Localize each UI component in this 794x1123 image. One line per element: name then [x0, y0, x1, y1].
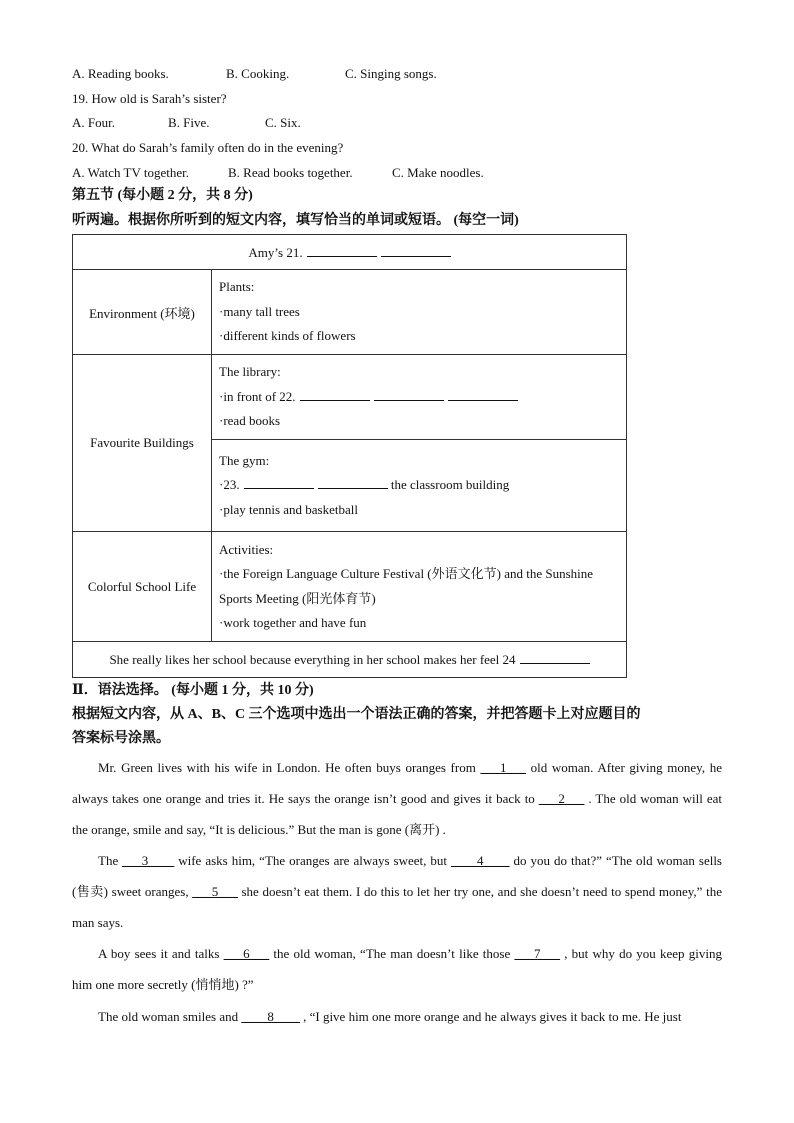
life-line: ·work together and have fun [219, 615, 367, 630]
q19-option-b: B. Five. [168, 115, 210, 130]
gym-line-text: the classroom building [390, 477, 510, 493]
passage-text: , “I give him one more orange and he always gives it back to me. He just [303, 1009, 682, 1024]
blank-21b [381, 244, 451, 257]
table-footer-cell [73, 642, 627, 678]
table-header-text: Amy’s 21. [248, 244, 303, 260]
passage-text: the old woman, “The man doesn’t like those [273, 946, 511, 961]
blank-22a [300, 388, 370, 401]
gym-line [219, 473, 626, 498]
q19-question: 19. How old is Sarah’s sister? [72, 91, 227, 106]
section2-instruction-2: 答案标号涂黑。 [72, 731, 170, 746]
library-line: The library: [219, 364, 281, 380]
passage-text: . The old woman will eat the orange, smile and say, “It is delicious.” But the man is gone (离开) . [72, 791, 722, 837]
environment-content [212, 270, 627, 355]
library-content [212, 355, 627, 440]
passage-text: A boy sees it and talks [98, 946, 220, 961]
blank-22c [448, 388, 518, 401]
table-header-cell [73, 235, 627, 270]
q20-question: 20. What do Sarah’s family often do in the evening? [72, 140, 344, 155]
q18-option-a: A. Reading books. [72, 66, 169, 81]
blank-4: ____4____ [451, 853, 510, 868]
blank-6: ___6___ [223, 946, 270, 961]
q20-option-a: A. Watch TV together. [72, 165, 190, 180]
passage-text: she doesn’t eat them. I do this to let her try one, and she doesn’t need to spend money,” the man says. [72, 884, 723, 930]
environment-line: Plants: [219, 279, 255, 295]
blank-8: ____8____ [241, 1009, 300, 1024]
passage-text: , but why do you keep giving him one more secretly (悄悄地) ?” [72, 946, 722, 992]
life-line: Sports Meeting (阳光体育节) [219, 590, 376, 606]
info-table [72, 234, 627, 678]
passage-paragraph-2 [72, 845, 722, 938]
gym-line: ·play tennis and basketball [219, 501, 358, 517]
environment-line: ·many tall trees [219, 303, 300, 319]
section2-instruction-1: 根据短文内容，从 A、B、C 三个选项中选出一个语法正确的答案，并把答题卡上对应题目的 [72, 707, 641, 722]
passage-text: do you do that?” “The old woman sells (售卖) sweet oranges, [72, 853, 722, 899]
life-line: ·the Foreign Language Culture Festival (外语文化节) and the Sunshine [219, 566, 594, 581]
environment-label: Environment (环境) [73, 270, 212, 355]
blank-21a [307, 244, 377, 257]
q19-option-c: C. Six. [265, 115, 301, 130]
library-line: ·read books [219, 413, 281, 429]
library-line [219, 385, 626, 410]
gym-line: The gym: [219, 452, 270, 468]
q19-options [72, 115, 301, 131]
blank-24 [520, 651, 590, 664]
blank-5: ___5___ [192, 884, 238, 899]
library-line-text: ·in front of 22. [219, 388, 296, 404]
blank-2: ___2___ [538, 791, 585, 806]
q18-option-b: B. Cooking. [226, 66, 290, 81]
passage-text: old woman. After giving money, he always takes one orange and tries it. He says the orange isn’t good and gives it back to [72, 760, 723, 806]
passage-paragraph-3 [72, 938, 722, 1000]
q18-option-c: C. Singing songs. [345, 66, 437, 81]
q20-option-b: B. Read books together. [228, 165, 353, 180]
life-content [212, 532, 627, 642]
passage-text: wife asks him, “The oranges are always sweet, but [178, 853, 447, 868]
passage-text: The [98, 853, 119, 868]
blank-3: ___3____ [122, 853, 175, 868]
q20-options [72, 165, 484, 181]
passage-paragraph-1 [72, 752, 722, 845]
life-line: Activities: [219, 541, 274, 557]
buildings-label: Favourite Buildings [73, 355, 212, 532]
section5-instruction: 听两遍。根据你所听到的短文内容，填写恰当的单词或短语。 (每空一词) [72, 213, 519, 228]
life-label: Colorful School Life [73, 532, 212, 642]
table-footer-text: She really likes her school because everything in her school makes her feel 24 [109, 652, 516, 667]
q20-option-c: C. Make noodles. [392, 165, 484, 180]
passage-text: Mr. Green lives with his wife in London. He often buys oranges from [98, 760, 476, 775]
environment-line: ·different kinds of flowers [219, 328, 356, 344]
section2-title: Ⅱ．语法选择。 (每小题 1 分，共 10 分) [72, 683, 314, 698]
passage-paragraph-4 [72, 1001, 722, 1032]
q19-option-a: A. Four. [72, 115, 115, 130]
blank-23a [244, 476, 314, 489]
blank-22b [374, 388, 444, 401]
passage-text: The old woman smiles and [98, 1009, 239, 1024]
blank-7: ___7___ [514, 946, 560, 961]
blank-23b [318, 476, 388, 489]
section5-title: 第五节 (每小题 2 分，共 8 分) [72, 188, 253, 203]
blank-1: ___1___ [480, 760, 526, 775]
gym-content [212, 440, 627, 532]
q18-options [72, 66, 437, 82]
gym-line-text: ·23. [219, 477, 240, 493]
